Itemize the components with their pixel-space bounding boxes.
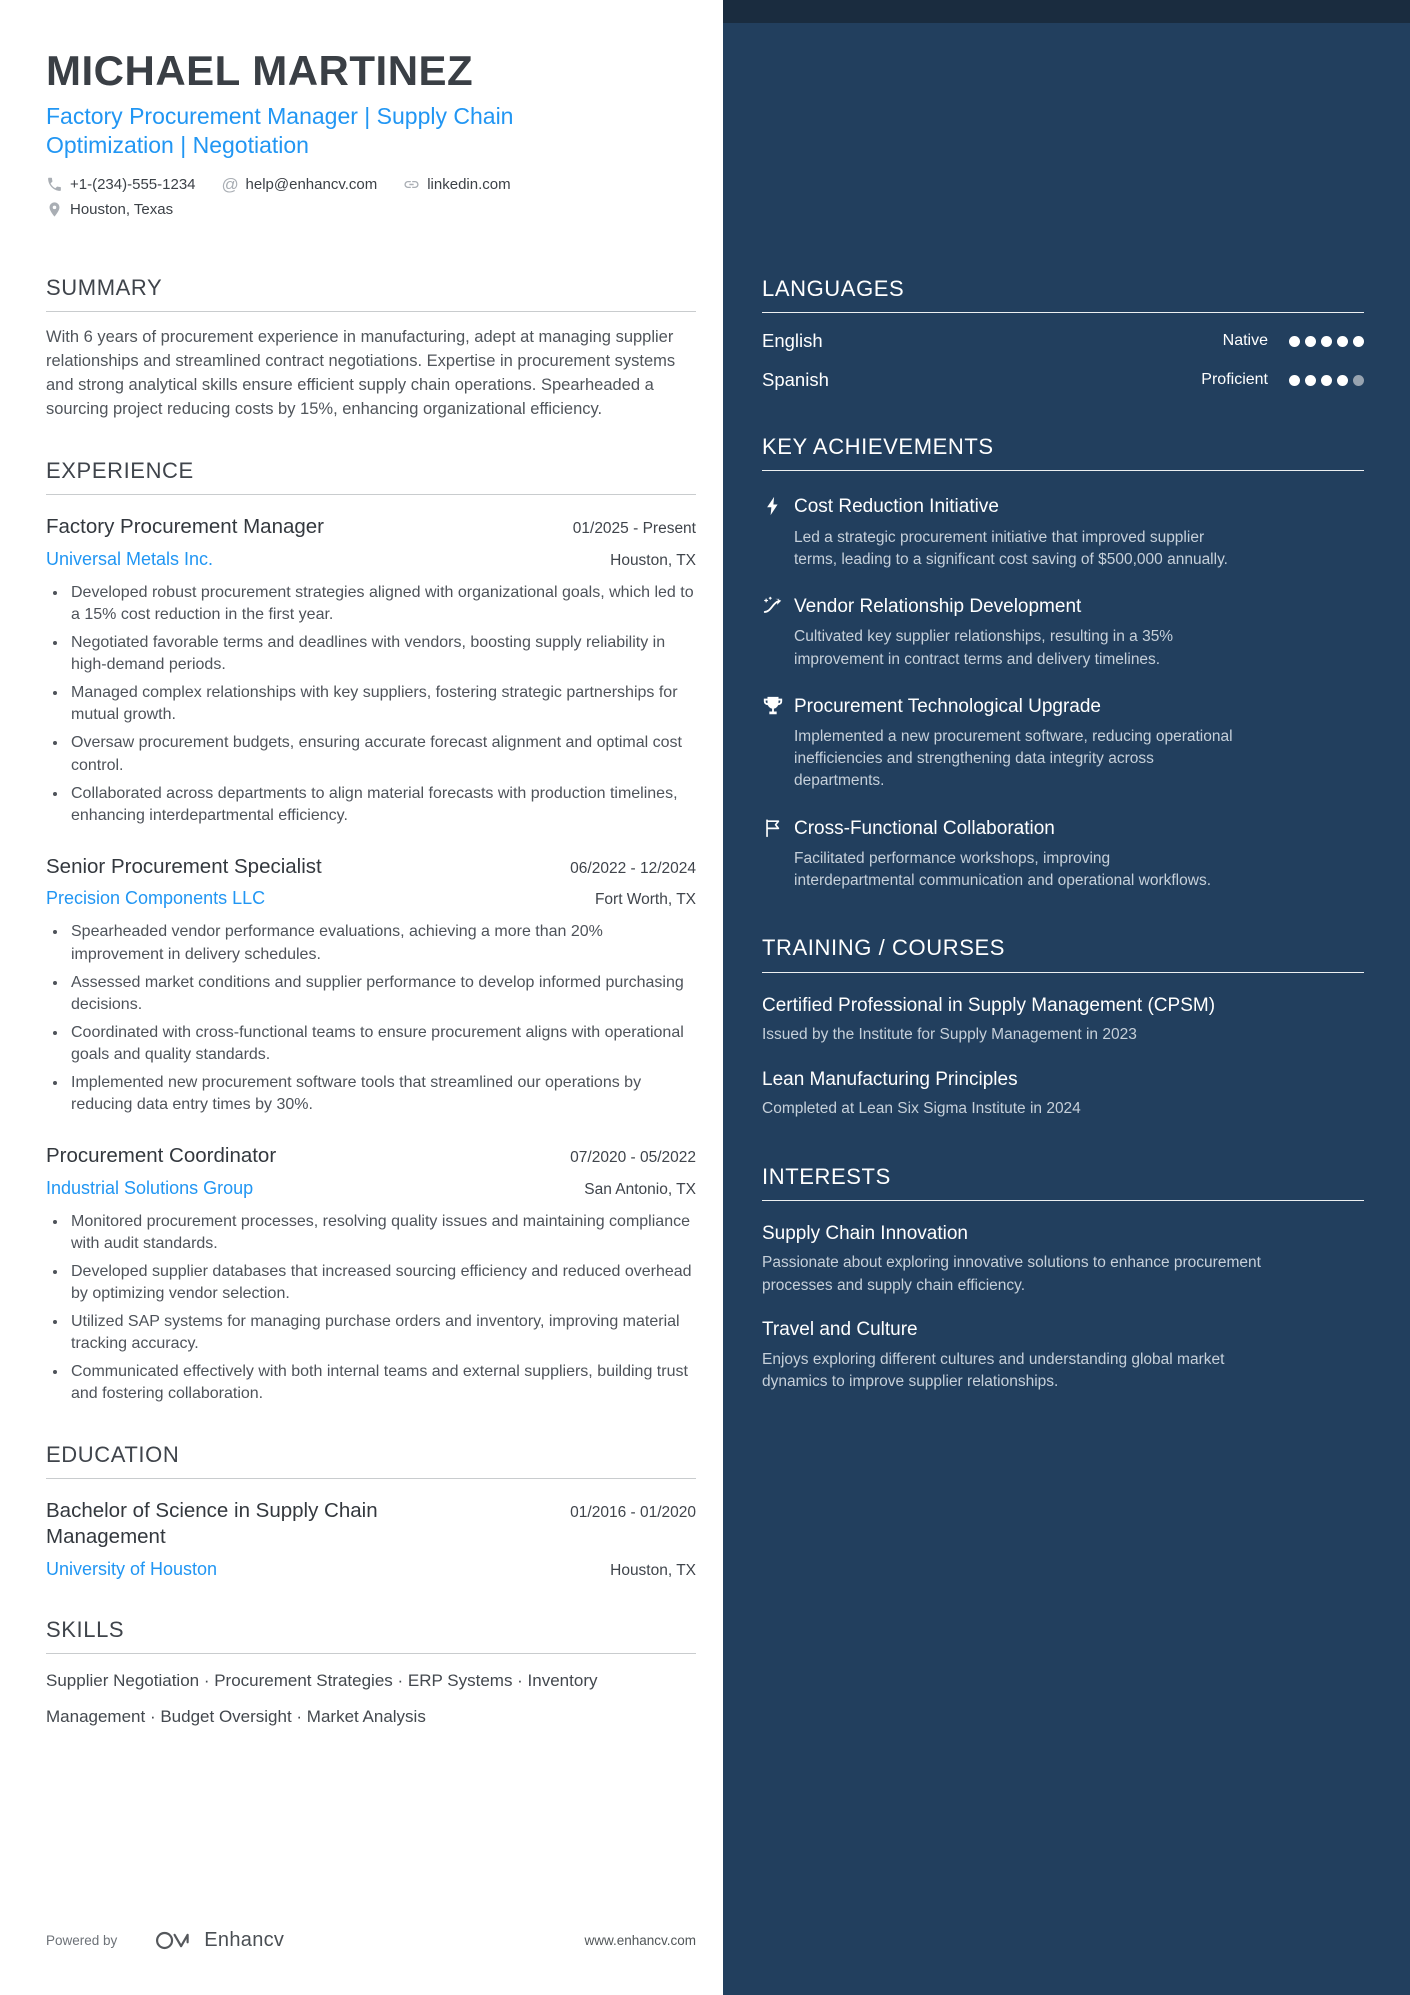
level-dot (1337, 375, 1348, 386)
achievements-heading: KEY ACHIEVEMENTS (762, 435, 1364, 471)
phone-contact (46, 176, 196, 193)
job-title: Procurement Coordinator (46, 1144, 277, 1168)
language-level-dots (1284, 336, 1364, 347)
phone-number: +1-(234)-555-1234 (70, 175, 196, 193)
page-footer (46, 1929, 696, 1952)
bullet-item: • Assessed market conditions and supplier performance to develop informed purchasing decisions. (68, 972, 696, 1016)
interest-title: Travel and Culture (762, 1319, 918, 1341)
achievements-section (762, 435, 1364, 892)
sidebar (723, 0, 1410, 1995)
languages-section (762, 277, 1364, 391)
job-dates: 01/2025 - Present (572, 520, 696, 538)
bullet-item: • Negotiated favorable terms and deadlines with vendors, boosting supply reliability in high-demand periods. (68, 632, 696, 676)
sidebar-top-strip (723, 0, 1410, 23)
achievement-title: Vendor Relationship Development (794, 596, 1082, 618)
skills-section (46, 1618, 696, 1736)
summary-section (46, 276, 696, 422)
bullet-item: • Oversaw procurement budgets, ensuring accurate forecast alignment and optimal cost control. (68, 732, 696, 776)
training-title: Certified Professional in Supply Management (CPSM) (762, 994, 1216, 1016)
link-icon (403, 176, 420, 193)
level-dot (1305, 375, 1316, 386)
education-heading: EDUCATION (46, 1443, 696, 1479)
training-title: Lean Manufacturing Principles (762, 1068, 1018, 1090)
bullet-item: • Managed complex relationships with key suppliers, fostering strategic partnerships for mutual growth. (68, 682, 696, 726)
company-link[interactable]: Industrial Solutions Group (46, 1177, 254, 1198)
at-icon: @ (221, 174, 239, 194)
job-dates: 07/2020 - 05/2022 (570, 1149, 696, 1167)
bullet-item: • Developed robust procurement strategies aligned with organizational goals, which led to a 15% cost reduction in the first year. (68, 582, 696, 626)
flag-icon (762, 817, 784, 839)
interest-title: Supply Chain Innovation (762, 1222, 968, 1244)
bullet-item: • Spearheaded vendor performance evaluations, achieving a more than 20% improvement in delivery schedules. (68, 921, 696, 965)
training-section (762, 936, 1364, 1120)
bullet-item: • Utilized SAP systems for managing purchase orders and inventory, improving material tracking accuracy. (68, 1311, 696, 1355)
job-bullets (46, 582, 696, 827)
person-name: MICHAEL MARTINEZ (46, 47, 474, 94)
location-contact (46, 201, 173, 218)
summary-text: With 6 years of procurement experience in manufacturing, adept at managing supplier relationships and streamlined contract negotiations. Expertise in procurement systems and strong analytical skills ensure efficient supply chain operations. Spearheaded a sourcing project reducing costs by 15%, enhancing organizational efficiency. (46, 327, 676, 419)
job-bullets (46, 921, 696, 1116)
job-entry (46, 514, 696, 826)
achievement-text: Led a strategic procurement initiative that improved supplier terms, leading to a significant cost saving of $500,000 annually. (794, 528, 1228, 568)
email-contact[interactable] (222, 176, 378, 193)
interests-heading: INTERESTS (762, 1165, 1364, 1201)
language-level: Native (1222, 332, 1268, 350)
language-row (762, 369, 1364, 391)
footer-url[interactable]: www.enhancv.com (584, 1933, 696, 1948)
bullet-item: • Implemented new procurement software tools that streamlined our operations by reducing data entry times by 30%. (68, 1072, 696, 1116)
bullet-item: • Coordinated with cross-functional teams to ensure procurement aligns with operational goals and quality standards. (68, 1022, 696, 1066)
location-text: Houston, Texas (70, 200, 174, 218)
location-pin-icon (46, 201, 63, 218)
summary-heading: SUMMARY (46, 276, 696, 312)
interest-item (762, 1220, 1364, 1297)
training-heading: TRAINING / COURSES (762, 936, 1364, 972)
bullet-item: • Collaborated across departments to align material forecasts with production timelines, enhancing interdepartmental efficiency. (68, 783, 696, 827)
job-location: Houston, TX (610, 552, 696, 570)
interests-section (762, 1165, 1364, 1394)
language-row (762, 330, 1364, 352)
degree-title: Bachelor of Science in Supply Chain Management (46, 1499, 378, 1549)
achievement-text: Facilitated performance workshops, improving interdepartmental communication and operational workflows. (794, 850, 1211, 890)
languages-heading: LANGUAGES (762, 277, 1364, 313)
level-dot (1305, 336, 1316, 347)
experience-heading: EXPERIENCE (46, 459, 696, 495)
achievement-title: Procurement Technological Upgrade (794, 695, 1101, 717)
achievement-text: Implemented a new procurement software, reducing operational inefficiencies and strengthening data integrity across departments. (794, 728, 1233, 790)
website-url[interactable]: linkedin.com (427, 175, 511, 193)
job-headline: Factory Procurement Manager | Supply Chain Optimization | Negotiation (46, 102, 514, 159)
interest-text: Enjoys exploring different cultures and understanding global market dynamics to improve supplier relationships. (762, 1350, 1225, 1391)
achievement-item (762, 492, 1364, 571)
company-link[interactable]: Universal Metals Inc. (46, 549, 214, 570)
location-row (46, 201, 696, 218)
powered-by-label: Powered by (46, 1933, 118, 1948)
achievement-title: Cross-Functional Collaboration (794, 817, 1055, 839)
language-level: Proficient (1201, 371, 1268, 389)
company-link[interactable]: Precision Components LLC (46, 888, 266, 909)
level-dot (1321, 336, 1332, 347)
email-address[interactable]: help@enhancv.com (245, 175, 378, 193)
level-dot (1353, 375, 1364, 386)
trophy-icon (762, 695, 784, 717)
achievement-item (762, 592, 1364, 671)
lightning-icon (762, 495, 784, 517)
school-link[interactable]: University of Houston (46, 1558, 218, 1579)
trending-arrow-icon (762, 595, 784, 617)
achievement-item (762, 814, 1364, 893)
education-dates: 01/2016 - 01/2020 (570, 1504, 696, 1522)
contact-row (46, 176, 696, 193)
bullet-item: • Monitored procurement processes, resolving quality issues and maintaining compliance with audit standards. (68, 1211, 696, 1255)
job-title: Senior Procurement Specialist (46, 854, 322, 878)
job-title: Factory Procurement Manager (46, 515, 325, 539)
language-name: English (762, 330, 823, 352)
enhancv-brand[interactable] (155, 1929, 284, 1952)
interest-item (762, 1316, 1364, 1393)
level-dot (1321, 375, 1332, 386)
achievement-title: Cost Reduction Initiative (794, 496, 999, 518)
phone-icon (46, 176, 63, 193)
training-item (762, 992, 1364, 1047)
achievement-text: Cultivated key supplier relationships, resulting in a 35% improvement in contract terms and delivery timelines. (794, 628, 1174, 668)
education-section (46, 1443, 696, 1579)
job-location: Fort Worth, TX (594, 891, 696, 909)
job-entry (46, 854, 696, 1116)
bullet-item: • Developed supplier databases that increased sourcing efficiency and reduced overhead by optimizing vendor selection. (68, 1261, 696, 1305)
job-location: San Antonio, TX (584, 1180, 696, 1198)
bullet-item: • Communicated effectively with both internal teams and external suppliers, building trust and fostering collaboration. (68, 1361, 696, 1405)
level-dot (1353, 336, 1364, 347)
enhancv-logo-icon (155, 1929, 195, 1952)
school-location: Houston, TX (610, 1561, 696, 1579)
job-entry (46, 1143, 696, 1405)
training-text: Issued by the Institute for Supply Management in 2023 (762, 1026, 1137, 1044)
job-dates: 06/2022 - 12/2024 (570, 859, 696, 877)
website-contact[interactable] (403, 176, 510, 193)
training-text: Completed at Lean Six Sigma Institute in 2024 (762, 1100, 1081, 1118)
interest-text: Passionate about exploring innovative solutions to enhance procurement processes and supply chain efficiency. (762, 1254, 1261, 1294)
skills-heading: SKILLS (46, 1618, 696, 1654)
experience-section (46, 459, 696, 1405)
language-level-dots (1284, 375, 1364, 386)
skills-list: Supplier Negotiation · Procurement Strategies · ERP Systems · Inventory Management · Budget Oversight · Market Analysis (46, 1670, 598, 1727)
language-name: Spanish (762, 369, 829, 391)
level-dot (1337, 336, 1348, 347)
job-bullets (46, 1211, 696, 1406)
training-item (762, 1066, 1364, 1121)
enhancv-brand-name[interactable]: Enhancv (204, 1929, 285, 1951)
level-dot (1289, 336, 1300, 347)
level-dot (1289, 375, 1300, 386)
achievement-item (762, 692, 1364, 793)
